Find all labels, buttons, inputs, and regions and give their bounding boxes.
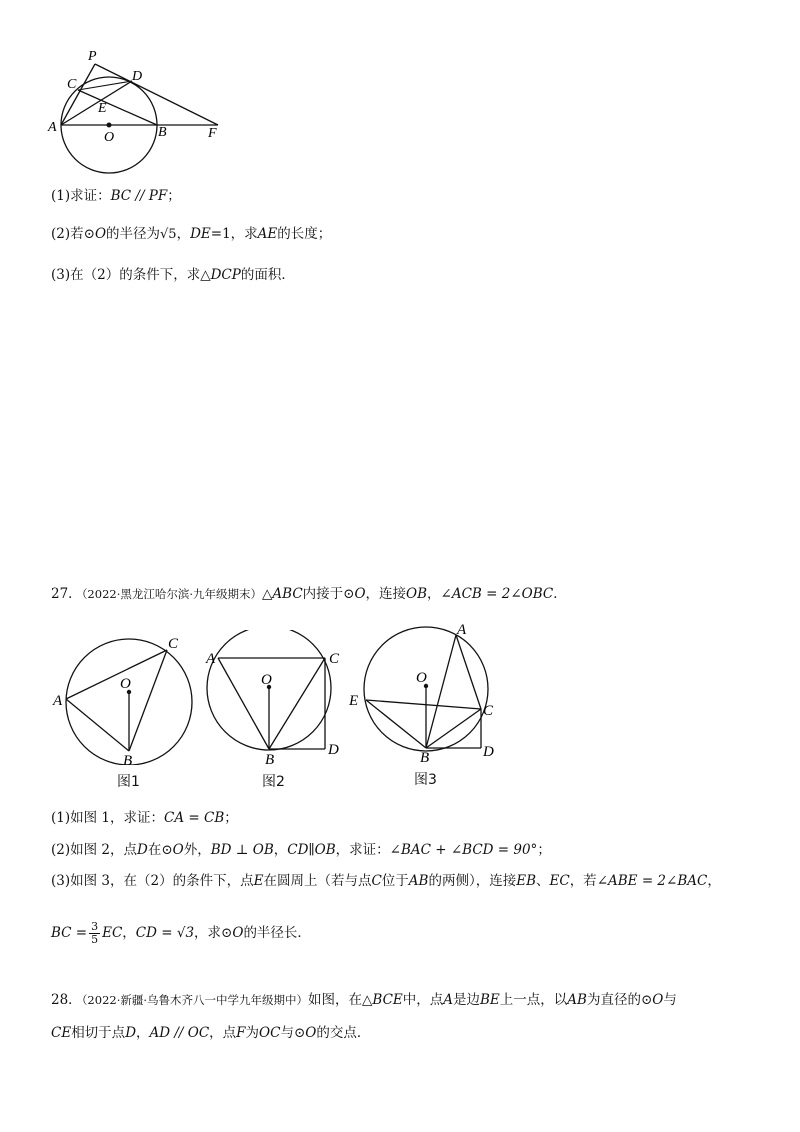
math: ∠ABE = 2∠BAC [596,873,708,889]
math: △ABC [262,586,303,602]
text: 中，点 [402,992,444,1008]
text: (3)如图 3，在（2）的条件下，点 [51,873,254,889]
text: 上一点，以 [499,992,568,1008]
text: ，求 [194,925,222,941]
label-b: B [265,752,275,765]
text: 的长度； [277,226,332,242]
label-b: B [123,753,133,765]
denominator: 5 [91,933,99,946]
label-f: F [208,126,217,141]
text: (2)若⊙ [51,226,95,242]
text: ． [553,586,567,602]
label-c: C [168,636,179,652]
text: ，连接 [365,586,407,602]
label-e: E [98,101,107,116]
math: EC [549,873,570,889]
text: 的面积． [240,267,295,283]
text: 与 [663,992,677,1008]
text: ， [707,873,721,889]
text: 外， [183,842,211,858]
line-ap [61,64,95,125]
text: 相切于点 [71,1025,126,1041]
question-number: 28． [51,992,82,1008]
figure-1 [50,630,200,765]
figure-1-caption: 图1 [117,774,140,790]
q27-part2 [51,840,551,860]
text: ，点 [209,1025,237,1041]
math: ⊙O [343,586,366,602]
math: ⊙O [640,992,664,1008]
text: 为 [245,1025,260,1041]
numerator: 3 [91,920,99,933]
text: ， [176,226,191,242]
math: EC [102,925,123,941]
text: ； [224,810,238,826]
label-b: B [420,750,430,765]
figure-3 [343,620,503,765]
figure-2 [198,630,358,765]
text: ， [427,586,441,602]
math: CD∥OB [287,842,336,858]
text: 如图，在 [308,992,363,1008]
q28-line1 [51,990,677,1010]
math: E [253,873,264,889]
label-a: A [206,651,216,667]
label-o: O [120,676,131,692]
math: DE [190,226,211,242]
math: OC [259,1025,281,1041]
math: F [236,1025,246,1041]
math: CE [51,1025,72,1041]
line-ec [366,700,481,709]
math: ⊙O [221,925,244,941]
label-d: D [328,742,339,758]
text: 、 [536,873,550,889]
line-ac [456,635,481,709]
math: BD ⊥ OB [210,842,274,858]
math: O [172,842,184,858]
text: ，若 [569,873,597,889]
math: AB [408,873,429,889]
text: 是边 [453,992,481,1008]
question-source: （2022·新疆·乌鲁木齐八一中学九年级期中） [81,993,309,1007]
math: EB [516,873,536,889]
math: D [125,1025,137,1041]
math: ∠BAC + ∠BCD = 90° [389,842,538,858]
label-a: A [53,693,63,709]
text: ， [136,1025,150,1041]
label-c: C [329,651,340,667]
text: (1)求证： [51,188,111,204]
text: (2)如图 2，点 [51,842,138,858]
label-b: B [158,125,167,140]
math: AD // OC [149,1025,210,1041]
text: 与 [280,1025,294,1041]
line-cb [269,658,325,749]
label-a: A [48,120,57,135]
math: BC // PF [110,188,168,204]
text: ，求证： [335,842,390,858]
label-d: D [132,69,143,84]
text: 的半径长． [243,925,311,941]
math: A [443,992,454,1008]
q27-part3 [51,871,721,891]
math: AE [257,226,278,242]
center-dot [107,123,112,128]
label-o: O [261,672,272,688]
text: (3)在（2）的条件下，求 [51,267,201,283]
figure-2-caption: 图2 [262,774,285,790]
text: 的交点． [316,1025,371,1041]
math: O [94,226,107,242]
math: C [371,873,382,889]
math: CD = √3 [135,925,195,941]
label-c: C [483,703,494,719]
math: CA = CB [164,810,225,826]
fraction-3-5 [89,921,100,946]
q26-part1 [51,186,181,206]
text: (1)如图 1，求证： [51,810,165,826]
math: OB [406,586,428,602]
q26-part3 [51,265,295,285]
label-a: A [457,622,467,638]
text: 的半径为 [106,226,161,242]
figure-3-caption: 图3 [414,772,437,788]
question-number: 27． [51,586,82,602]
math: BC = [51,925,88,941]
math: △BCE [362,992,403,1008]
math-sqrt: √5 [160,227,177,242]
label-d: D [483,744,494,760]
label-o: O [104,130,115,145]
line-ab [66,699,129,751]
text: 内接于 [302,586,344,602]
q27-intro [51,584,567,604]
q26-part2 [51,224,331,245]
text: ； [537,842,551,858]
text: 位于 [381,873,409,889]
text: =1，求 [210,226,258,242]
math: ⊙O [293,1025,317,1041]
math: D [137,842,148,858]
text: 在圆周上（若与点 [263,873,372,889]
q28-line2 [51,1023,370,1043]
text: ， [273,842,288,858]
label-o: O [416,670,427,686]
text: ， [122,925,136,941]
math: ∠ACB = 2∠OBC [440,586,554,602]
math: △DCP [200,267,241,283]
math: AB [567,992,587,1008]
text: 的两侧），连接 [428,873,517,889]
q27-part1 [51,808,238,828]
text: ； [167,188,181,204]
text: 在⊙ [147,842,173,858]
line-ab [426,635,456,748]
figure-circle-tangent [40,40,240,180]
question-source: （2022·黑龙江哈尔滨·九年级期末） [81,587,263,601]
q27-part3-cont [51,916,311,950]
label-p: P [88,49,97,64]
text: 为直径的 [586,992,641,1008]
label-e: E [349,693,359,709]
label-c: C [67,77,77,92]
math: BE [480,992,500,1008]
